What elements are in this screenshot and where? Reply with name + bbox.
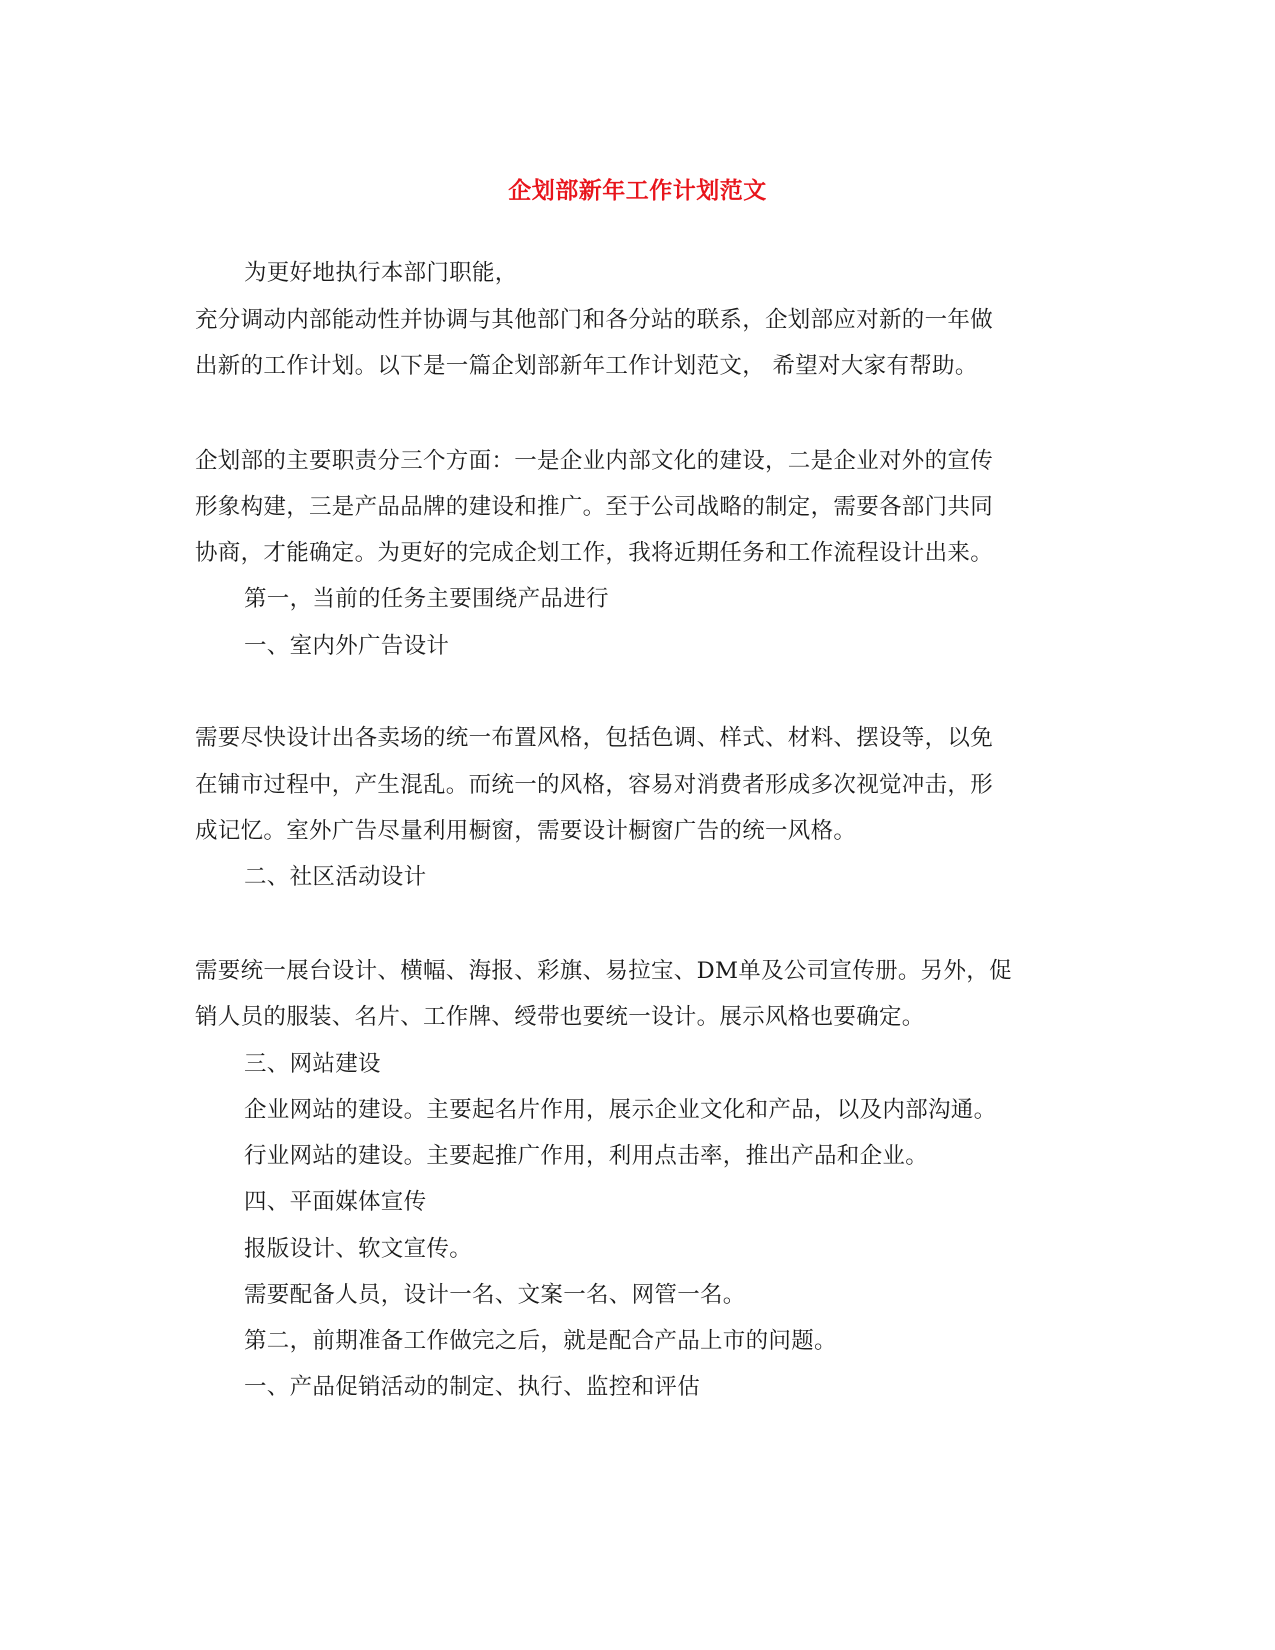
section-heading: 第二，前期准备工作做完之后，就是配合产品上市的问题。 — [244, 1328, 837, 1354]
section-heading: 一、产品促销活动的制定、执行、监控和评估 — [244, 1374, 701, 1400]
paragraph-line: 成记忆。室外广告尽量利用橱窗，需要设计橱窗广告的统一风格。 — [195, 818, 857, 844]
paragraph-line: 充分调动内部能动性并协调与其他部门和各分站的联系，企划部应对新的一年做 — [195, 307, 994, 333]
section-heading: 三、网站建设 — [244, 1051, 381, 1077]
paragraph-line: 协商，才能确定。为更好的完成企划工作，我将近期任务和工作流程设计出来。 — [195, 540, 994, 566]
section-heading: 第一，当前的任务主要围绕产品进行 — [244, 586, 609, 612]
section-heading: 二、社区活动设计 — [244, 864, 427, 890]
paragraph-line: 需要统一展台设计、横幅、海报、彩旗、易拉宝、DM单及公司宣传册。另外，促 — [195, 958, 1012, 984]
paragraph-line: 报版设计、软文宣传。 — [244, 1236, 473, 1262]
paragraph-line: 销人员的服装、名片、工作牌、绶带也要统一设计。展示风格也要确定。 — [195, 1004, 925, 1030]
paragraph-line: 企业网站的建设。主要起名片作用，展示企业文化和产品，以及内部沟通。 — [244, 1097, 997, 1123]
paragraph-line: 需要配备人员，设计一名、文案一名、网管一名。 — [244, 1282, 746, 1308]
document-title: 企划部新年工作计划范文 — [508, 177, 767, 204]
paragraph-line: 为更好地执行本部门职能， — [244, 260, 518, 286]
section-heading: 四、平面媒体宣传 — [244, 1189, 427, 1215]
paragraph-line: 行业网站的建设。主要起推广作用，利用点击率，推出产品和企业。 — [244, 1143, 929, 1169]
paragraph-line: 需要尽快设计出各卖场的统一布置风格，包括色调、样式、材料、摆设等，以免 — [195, 725, 994, 751]
paragraph-line: 出新的工作计划。以下是一篇企划部新年工作计划范文， 希望对大家有帮助。 — [195, 353, 978, 379]
section-heading: 一、室内外广告设计 — [244, 633, 450, 659]
paragraph-line: 企划部的主要职责分三个方面：一是企业内部文化的建设，二是企业对外的宣传 — [195, 448, 994, 474]
paragraph-line: 形象构建，三是产品品牌的建设和推广。至于公司战略的制定，需要各部门共同 — [195, 494, 994, 520]
paragraph-line: 在铺市过程中，产生混乱。而统一的风格，容易对消费者形成多次视觉冲击，形 — [195, 772, 994, 798]
